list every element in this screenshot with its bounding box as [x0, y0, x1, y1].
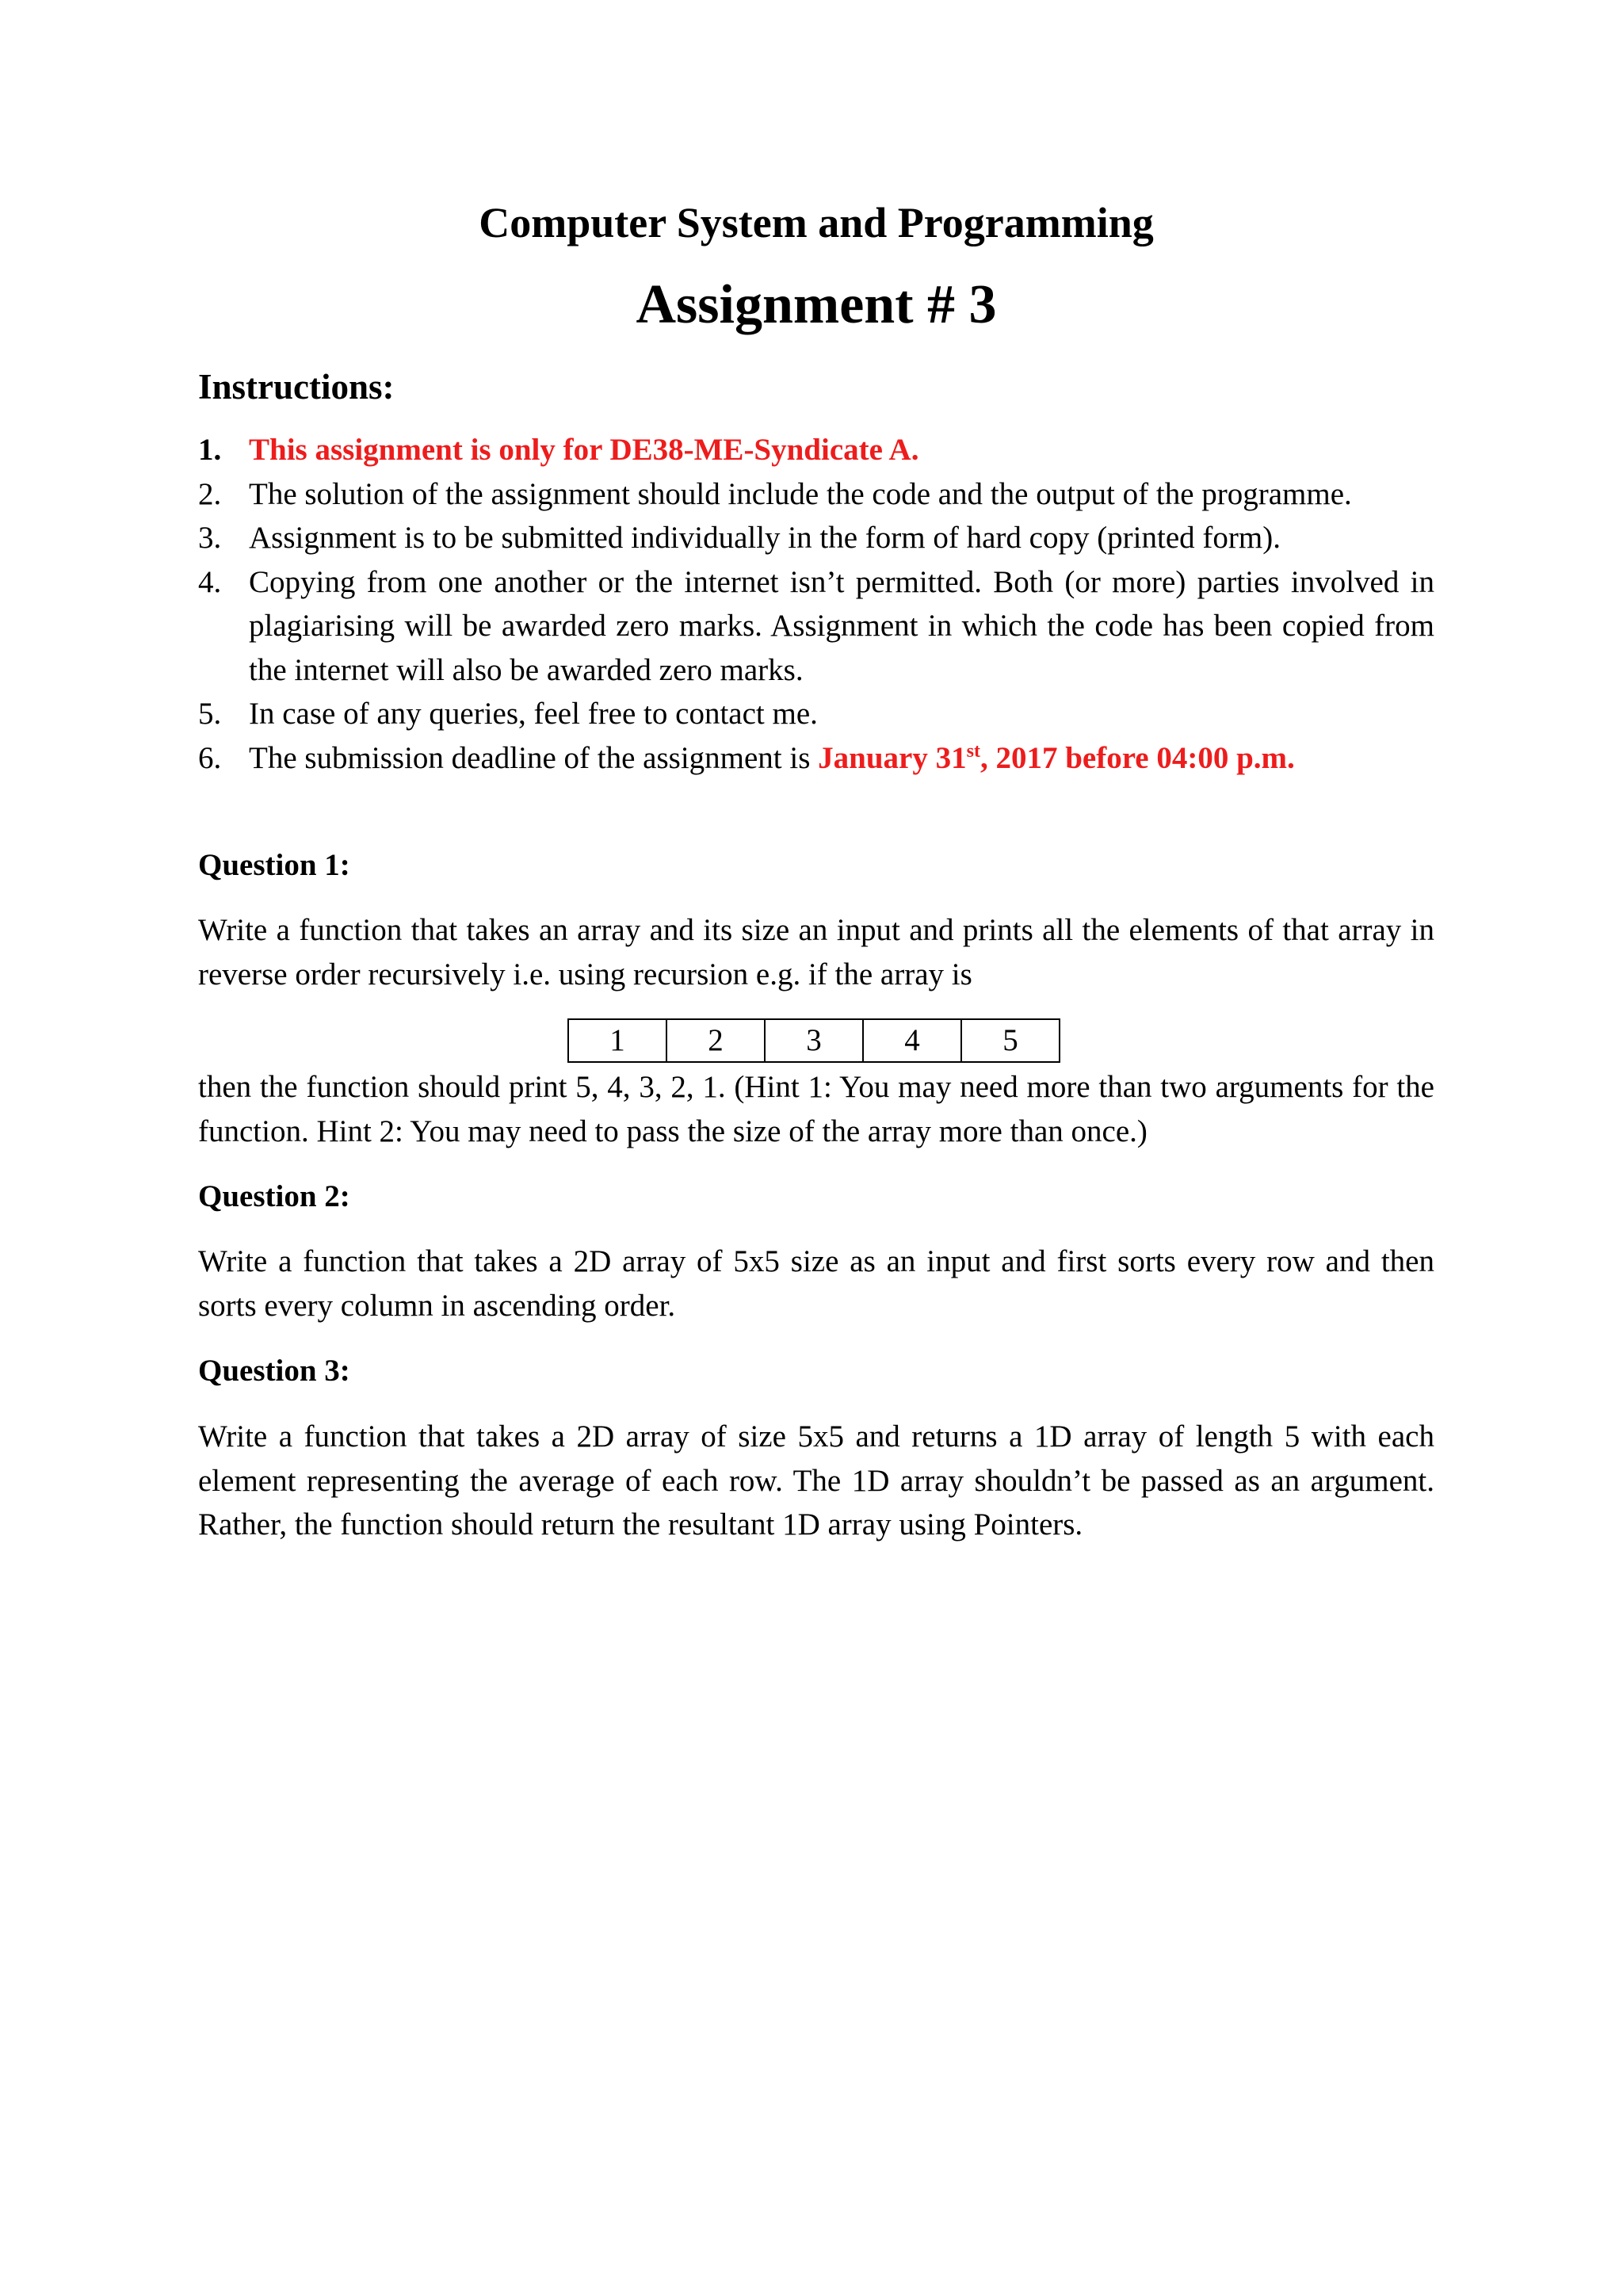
array-cell: 4 [863, 1019, 961, 1062]
instruction-number: 5. [198, 697, 222, 731]
instruction-text: Copying from one another or the internet isn’t permitted. Both (or more) parties involved in plagiarising will be awarded zero marks. Assignment in which the code has been copied from the internet will also be awarded zero marks. [249, 564, 1434, 687]
instruction-item-1 [198, 428, 1434, 472]
question-3-text: Write a function that takes a 2D array of size 5x5 and returns a 1D array of length 5 with each element representing the average of each row. The 1D array shouldn’t be passed as an argument. Rather, the function should return the resultant 1D array using Pointers. [198, 1419, 1434, 1541]
assignment-title: Assignment # 3 [636, 274, 997, 335]
deadline-text [818, 741, 1295, 775]
instruction-item-5 [198, 692, 1434, 736]
instruction-item-2 [198, 472, 1434, 517]
array-cell: 2 [666, 1019, 765, 1062]
question-1-heading: Question 1: [198, 848, 350, 882]
instruction-text: This assignment is only for DE38-ME-Syndicate A. [249, 433, 919, 467]
array-row [568, 1019, 1060, 1062]
instruction-text: The submission deadline of the assignment is [249, 740, 819, 775]
deadline-ordinal: st [966, 740, 980, 762]
deadline-date: January 31 [818, 740, 967, 775]
array-cell: 1 [568, 1019, 666, 1062]
instructions-heading: Instructions: [198, 367, 395, 407]
instruction-number: 3. [198, 521, 222, 555]
deadline-time: , 2017 before 04:00 p.m. [980, 740, 1295, 775]
instruction-item-3 [198, 516, 1434, 560]
question-1-text: Write a function that takes an array and its size an input and prints all the elements of that array in reverse order recursively i.e. using recursion e.g. if the array is [198, 913, 1434, 991]
instruction-text: Assignment is to be submitted individually in the form of hard copy (printed form). [249, 521, 1281, 555]
instruction-item-4 [198, 560, 1434, 693]
question-3-heading: Question 3: [198, 1354, 350, 1388]
instruction-item-6 [198, 736, 1434, 781]
instruction-number: 1. [198, 433, 222, 467]
course-title: Computer System and Programming [479, 199, 1154, 246]
instruction-text: The solution of the assignment should include the code and the output of the programme. [249, 476, 1352, 511]
question-1-followup-text: then the function should print 5, 4, 3, 2, 1. (Hint 1: You may need more than two arguments for the function. Hint 2: You may need to pass the size of the array more than once.) [198, 1070, 1434, 1148]
instruction-text: In case of any queries, feel free to contact me. [249, 697, 818, 731]
instructions-list [198, 428, 1434, 780]
question-2-heading: Question 2: [198, 1179, 350, 1213]
example-array-table [567, 1018, 1060, 1063]
instruction-number: 2. [198, 476, 222, 511]
instruction-number: 4. [198, 564, 222, 599]
question-2-text: Write a function that takes a 2D array of 5x5 size as an input and first sorts every row and then sorts every column in ascending order. [198, 1244, 1434, 1323]
instruction-number: 6. [198, 740, 222, 775]
array-cell: 3 [765, 1019, 863, 1062]
array-cell: 5 [961, 1019, 1060, 1062]
